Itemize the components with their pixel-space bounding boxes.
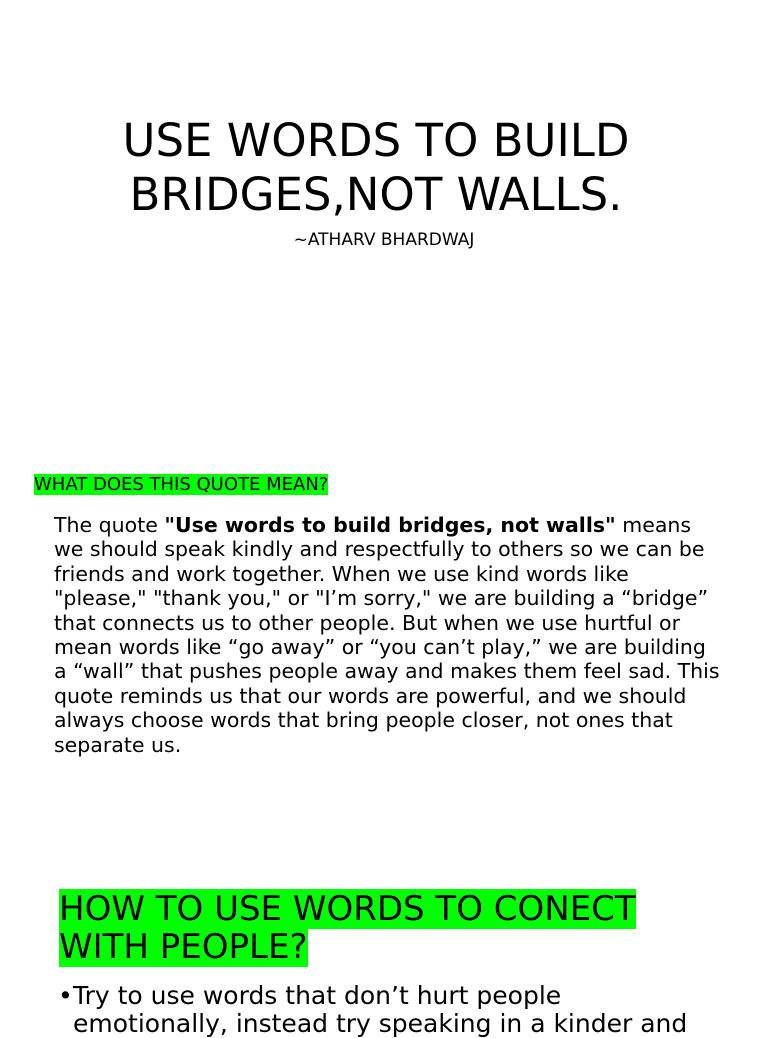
title-line-2: BRIDGES,NOT WALLS. <box>129 168 623 221</box>
explanation-intro: The quote <box>54 513 165 537</box>
quote-explanation-paragraph <box>54 513 724 757</box>
list-item-text: Try to use words that don’t hurt people emotionally, instead try speaking in a kinder and <box>73 981 688 1038</box>
page-title <box>0 114 752 222</box>
tips-list <box>58 982 718 1038</box>
section-heading-text: HOW TO USE WORDS TO CONECT WITH PEOPLE? <box>59 889 636 967</box>
explanation-body: means we should speak kindly and respectfully to others so we can be friends and work together. When we use kind words like "please," "thank you," or "I’m sorry," we are building a “bridge” that connects us to other people. But when we use hurtful or mean words like “go away” or “you can’t play,” we are building a “wall” that pushes people away and makes them feel sad. This quote reminds us that our words are powerful, and we should always choose words that bring people closer, not ones that separate us. <box>54 513 720 757</box>
list-item <box>58 982 718 1038</box>
section-heading <box>59 890 699 966</box>
explanation-quote: "Use words to build bridges, not walls" <box>164 513 616 537</box>
quote-question-text: WHAT DOES THIS QUOTE MEAN? <box>34 474 329 495</box>
quote-question-heading <box>34 474 328 496</box>
title-line-1: USE WORDS TO BUILD <box>122 114 630 167</box>
bullet-icon: • <box>58 981 73 1010</box>
author-attribution: ~ATHARV BHARDWAJ <box>293 230 475 250</box>
